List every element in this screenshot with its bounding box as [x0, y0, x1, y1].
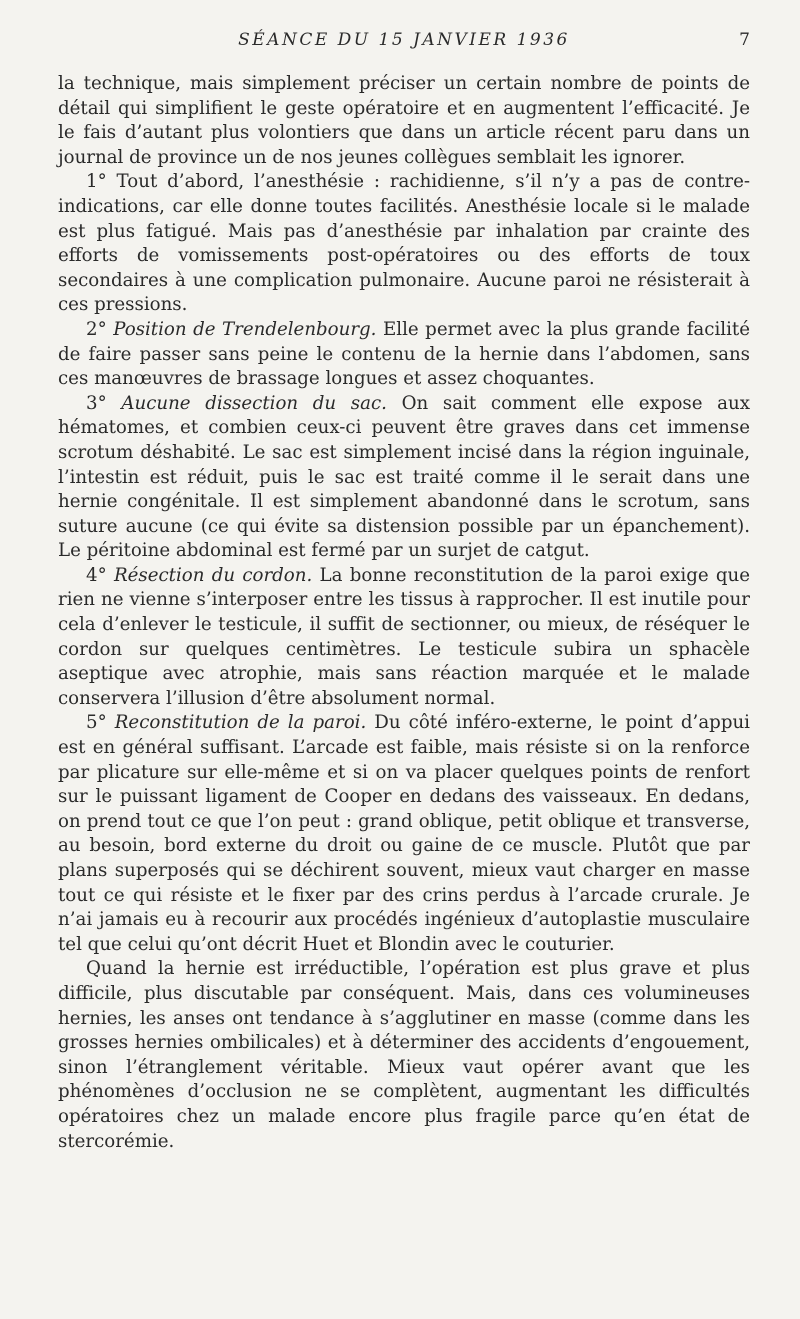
- item-number: 3°: [86, 392, 107, 414]
- body-text: [58, 72, 750, 1154]
- paragraph-text: Elle permet avec la plus grande facilité de faire passer sans peine le contenu de la hernie dans l’abdomen, sans ces manœuvres de brassage longues et assez choquantes.: [58, 318, 750, 390]
- paragraph-heading: Résection du cordon.: [113, 564, 313, 586]
- paragraph-heading: Reconstitution de la paroi.: [114, 712, 367, 734]
- page-number: 7: [739, 30, 750, 50]
- item-number: 4°: [86, 564, 107, 586]
- paragraph-sac: [58, 392, 750, 564]
- item-number: 5°: [86, 712, 107, 734]
- paragraph-irreductible: [58, 957, 750, 1154]
- paragraph-anesthesia: [58, 170, 750, 318]
- page-header: [58, 30, 750, 56]
- paragraph-paroi: [58, 711, 750, 957]
- paragraph-text: La bonne reconstitution de la paroi exige que rien ne vienne s’interposer entre les tissus à rapprocher. Il est inutile pour cela d’enlever le testicule, il suffit de sectionner, ou mieux, de réséquer le cordon sur quelques centimètres. Le testicule subira un sphacèle aseptique avec atrophie, mais sans réaction marquée et le malade conservera l’illusion d’être absolument normal.: [58, 564, 750, 709]
- paragraph-text: Quand la hernie est irréductible, l’opération est plus grave et plus difficile, plus discutable par conséquent. Mais, dans ces volumineuses hernies, les anses ont tendance à s’agglutiner en masse (comme dans les grosses hernies ombilicales) et à déterminer des accidents d’engouement, sinon l’étranglement véritable. Mieux vaut opérer avant que les phénomènes d’occlusion ne se complètent, augmentant les difficultés opératoires chez un malade encore plus fragile parce qu’en état de stercorémie.: [58, 958, 750, 1152]
- running-title: SÉANCE DU 15 JANVIER 1936: [238, 30, 570, 50]
- paragraph-intro: [58, 72, 750, 170]
- paragraph-text: Du côté inféro-externe, le point d’appui est en général suffisant. L’arcade est faible, mais résiste si on la renforce par plicature sur elle-même et si on va placer quelques points de renfort sur le puissant ligament de Cooper en dedans des vaisseaux. En dedans, on prend tout ce que l’on peut : grand oblique, petit oblique et transverse, au besoin, bord externe du droit ou gaine de ce muscle. Plutôt que par plans superposés qui se déchirent souvent, mieux vaut charger en masse tout ce qui résiste et le fixer par des crins perdus à l’arcade crurale. Je n’ai jamais eu à recourir aux procédés ingénieux d’autoplastie musculaire tel que celui qu’ont décrit Huet et Blondin avec le couturier.: [58, 712, 750, 955]
- paragraph-heading: Aucune dissection du sac.: [121, 392, 387, 414]
- paragraph-text: la technique, mais simplement préciser un certain nombre de points de détail qui simplifient le geste opératoire et en augmentent l’efficacité. Je le fais d’autant plus volontiers que dans un article récent paru dans un journal de province un de nos jeunes collègues semblait les ignorer.: [58, 73, 750, 168]
- item-number: 2°: [86, 318, 107, 340]
- paragraph-cordon: [58, 564, 750, 712]
- paragraph-heading: Position de Trendelenbourg.: [113, 318, 377, 340]
- item-number: 1°: [86, 171, 107, 193]
- paragraph-text: On sait comment elle expose aux hématomes, et combien ceux-ci peuvent être graves dans cet immense scrotum déshabité. Le sac est simplement incisé dans la région inguinale, l’intestin est réduit, puis le sac est traité comme il le serait dans une hernie congénitale. Il est simplement abandonné dans le scrotum, sans suture aucune (ce qui évite sa distension possible par un épanchement). Le péritoine abdominal est fermé par un surjet de catgut.: [58, 392, 750, 562]
- paragraph-position: [58, 318, 750, 392]
- paragraph-text: Tout d’abord, l’anesthésie : rachidienne, s’il n’y a pas de contre-indications, car elle donne toutes facilités. Anesthésie locale si le malade est plus fatigué. Mais pas d’anesthésie par inhalation par crainte des efforts de vomissements post-opératoires ou des efforts de toux secondaires à une complication pulmonaire. Aucune paroi ne résisterait à ces pressions.: [58, 171, 750, 316]
